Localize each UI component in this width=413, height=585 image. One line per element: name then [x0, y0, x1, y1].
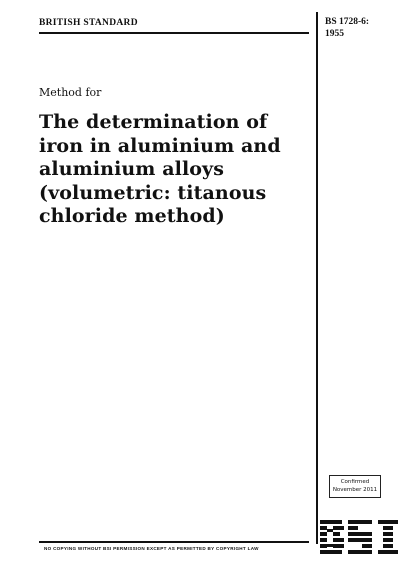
standard-number-code: BS 1728-6:	[325, 17, 370, 27]
title-line: aluminium alloys	[39, 158, 224, 180]
confirmed-stamp	[329, 475, 381, 498]
title-line: iron in aluminium and	[39, 134, 281, 157]
document-title	[39, 111, 311, 229]
copyright-notice: NO COPYING WITHOUT BSI PERMISSION EXCEPT AS PERMITTED BY COPYRIGHT LAW	[44, 546, 259, 551]
title-line: (volumetric: titanous	[39, 181, 267, 204]
standard-number-year: 1955	[325, 29, 344, 39]
bsi-logo-icon	[318, 515, 402, 563]
title-line: The determination of	[39, 111, 268, 133]
header-rule	[39, 32, 309, 34]
confirmed-stamp-line1: Confirmed	[340, 479, 370, 485]
series-label: BRITISH STANDARD	[39, 18, 138, 28]
confirmed-stamp-line2: November 2011	[332, 486, 378, 493]
vertical-divider	[316, 12, 318, 544]
footer-rule	[39, 541, 309, 543]
subtitle: Method for	[39, 86, 102, 99]
standard-number	[325, 16, 400, 40]
title-line: chloride method)	[39, 205, 225, 227]
